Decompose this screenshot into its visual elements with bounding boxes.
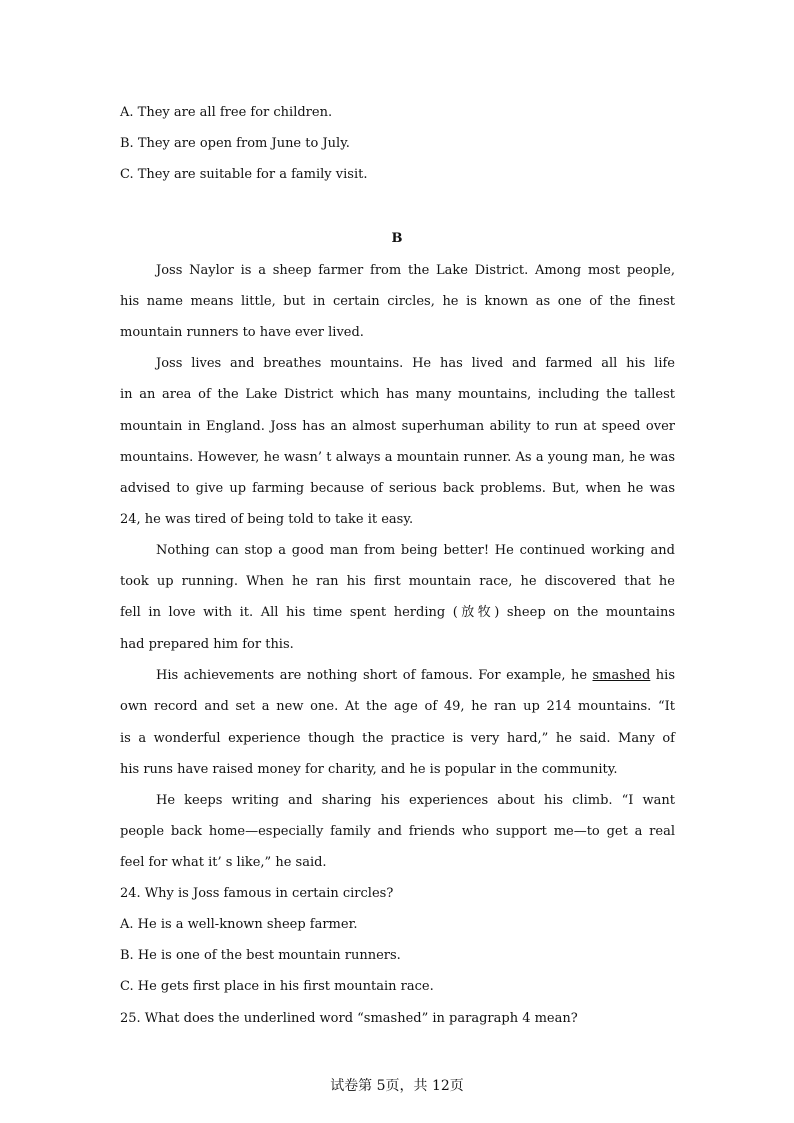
paragraph-4-line-3: is a wonderful experience though the practice is very hard,” he said. Many of bbox=[120, 731, 675, 746]
paragraph-3-line-2: took up running. When he ran his first mountain race, he discovered that he bbox=[120, 574, 675, 589]
paragraph-4-text-after: his bbox=[650, 668, 675, 683]
question-25: 25. What does the underlined word “smashed” in paragraph 4 mean? bbox=[120, 1011, 578, 1026]
paragraph-3-line-1: Nothing can stop a good man from being better! He continued working and bbox=[156, 543, 675, 558]
section-title: B bbox=[391, 231, 403, 246]
option-b-prev: B. They are open from June to July. bbox=[120, 136, 350, 151]
option-c-prev: C. They are suitable for a family visit. bbox=[120, 167, 368, 182]
paragraph-2-line-5: advised to give up farming because of serious back problems. But, when he was bbox=[120, 481, 675, 496]
paragraph-4-line-2: own record and set a new one. At the age of 49, he ran up 214 mountains. “It bbox=[120, 699, 675, 714]
paragraph-2-line-2: in an area of the Lake District which has many mountains, including the tallest bbox=[120, 387, 675, 402]
paragraph-2-line-4: mountains. However, he wasn’ t always a mountain runner. As a young man, he was bbox=[120, 450, 675, 465]
paragraph-2-line-6: 24, he was tired of being told to take it easy. bbox=[120, 512, 414, 527]
question-24-option-b: B. He is one of the best mountain runners. bbox=[120, 948, 401, 963]
question-24-option-a: A. He is a well-known sheep farmer. bbox=[120, 917, 358, 932]
paragraph-5-line-3: feel for what it’ s like,” he said. bbox=[120, 855, 327, 870]
paragraph-2-line-1: Joss lives and breathes mountains. He has lived and farmed all his life bbox=[156, 356, 675, 371]
question-24-option-c: C. He gets first place in his first mountain race. bbox=[120, 979, 434, 994]
paragraph-4-line-4: his runs have raised money for charity, and he is popular in the community. bbox=[120, 762, 618, 777]
paragraph-3-line-4: had prepared him for this. bbox=[120, 637, 294, 652]
option-a-prev: A. They are all free for children. bbox=[120, 105, 333, 120]
paragraph-1-line-1: Joss Naylor is a sheep farmer from the Lake District. Among most people, bbox=[156, 263, 675, 278]
question-24: 24. Why is Joss famous in certain circles? bbox=[120, 886, 394, 901]
paragraph-4-text-before: His achievements are nothing short of famous. For example, he bbox=[156, 668, 593, 683]
paragraph-1-line-3: mountain runners to have ever lived. bbox=[120, 325, 364, 340]
paragraph-3-line-3: fell in love with it. All his time spent herding (放牧) sheep on the mountains bbox=[120, 605, 675, 620]
paragraph-4-line-1 bbox=[156, 668, 675, 684]
paragraph-1-line-2: his name means little, but in certain circles, he is known as one of the finest bbox=[120, 294, 675, 309]
paragraph-5-line-1: He keeps writing and sharing his experiences about his climb. “I want bbox=[156, 793, 675, 808]
page-footer: 试卷第 5页，共 12页 bbox=[330, 1078, 464, 1094]
paragraph-5-line-2: people back home—especially family and friends who support me—to get a real bbox=[120, 824, 675, 839]
underlined-word-smashed: smashed bbox=[592, 668, 651, 683]
paragraph-2-line-3: mountain in England. Joss has an almost superhuman ability to run at speed over bbox=[120, 419, 675, 434]
